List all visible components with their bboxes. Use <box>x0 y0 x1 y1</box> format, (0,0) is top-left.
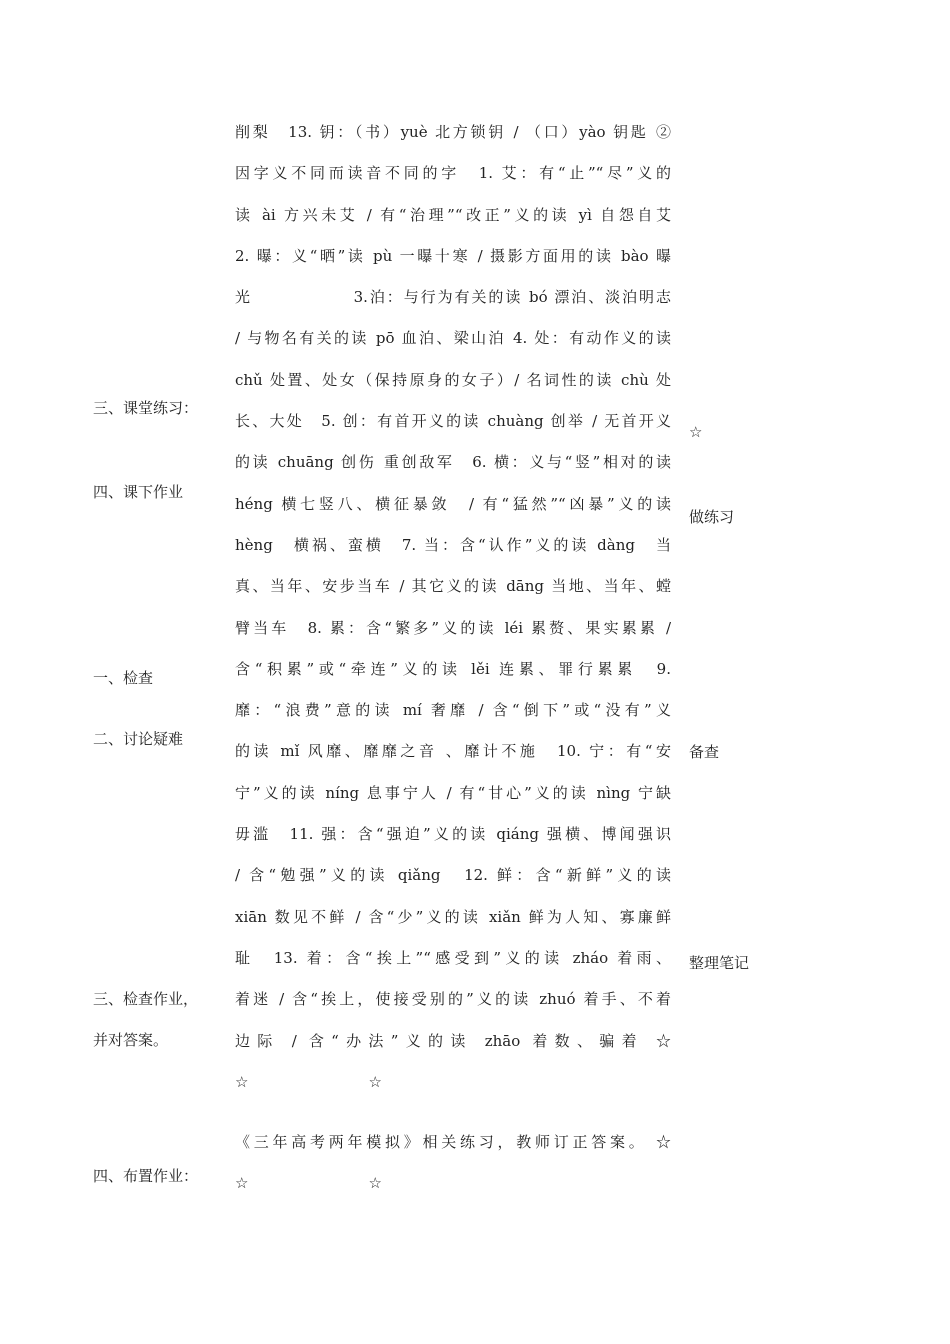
text-line: héng 横七竖八、横征暴敛 / 有“猛然”“凶暴”义的读 <box>235 494 671 513</box>
label-check-homework: 三、检查作业， <box>93 990 199 1008</box>
text-line: 因字义不同而读音不同的字 1. 艾：有“止”“尽”义的 <box>235 164 671 183</box>
text-line: chǔ 处置、处女（保持原身的女子）/ 名词性的读 chù 处 <box>235 370 671 389</box>
text-line: 耻 13. 着：含“挨上”“感受到”义的读 zháo 着雨、 <box>235 948 671 967</box>
note-organize-notes: 整理笔记 <box>689 954 750 972</box>
text-line: hèng 横祸、蛮横 7. 当：含“认作”义的读 dàng 当 <box>235 535 671 554</box>
text-line: 的读 chuāng 创伤 重创敌军 6. 横：义与“竖”相对的读 <box>235 453 671 472</box>
text-line: 削梨 13. 钥：（书）yuè 北方锁钥 / （口）yào 钥匙 ② <box>235 123 671 141</box>
text-line: 宁”义的读 níng 息事宁人 / 有“甘心”义的读 nìng 宁缺 <box>235 783 671 802</box>
text-line: ☆ ☆ <box>235 1174 382 1193</box>
text-line: 臂当车 8. 累：含“繁多”义的读 léi 累赘、果实累累 / <box>235 618 671 637</box>
text-line: 靡：“浪费”意的读 mí 奢靡 / 含“倒下”或“没有”义 <box>235 701 671 720</box>
label-classroom-practice: 三、课堂练习： <box>93 399 199 417</box>
text-line: / 含“勉强”义的读 qiǎng 12. 鲜：含“新鲜”义的读 <box>235 866 671 885</box>
text-line: 光 3.泊：与行为有关的读 bó 漂泊、淡泊明志 <box>235 288 671 307</box>
note-do-practice: 做练习 <box>689 508 735 526</box>
text-line: 《三年高考两年模拟》相关练习，教师订正答案。 ☆ <box>235 1133 671 1151</box>
note-prepare-check: 备查 <box>689 743 720 761</box>
text-line: ☆ ☆ <box>235 1072 382 1091</box>
label-discuss: 二、讨论疑难 <box>93 730 184 748</box>
label-check: 一、检查 <box>93 669 154 687</box>
text-line: 边际 / 含“办法”义的读 zhāo 着数、骗着 ☆ <box>235 1031 671 1050</box>
text-line: 2. 曝：义“晒”读 pù 一曝十寒 / 摄影方面用的读 bào 曝 <box>235 246 671 265</box>
star-icon: ☆ <box>689 423 703 441</box>
assignment-text <box>235 1128 671 1211</box>
text-line: 真、当年、安步当车 / 其它义的读 dāng 当地、当年、螳 <box>235 577 671 596</box>
label-check-answers: 并对答案。 <box>93 1031 169 1049</box>
text-line: 读 ài 方兴未艾 / 有“治理”“改正”义的读 yì 自怨自艾 <box>235 205 671 224</box>
label-assign-homework: 四、布置作业： <box>93 1167 199 1185</box>
label-homework-after-class: 四、课下作业 <box>93 483 184 501</box>
text-line: 毋滥 11. 强：含“强迫”义的读 qiáng 强横、博闻强识 <box>235 825 671 844</box>
text-line: 长、大处 5. 创：有首开义的读 chuàng 创举 / 无首开义 <box>235 412 671 431</box>
text-line: 的读 mǐ 风靡、靡靡之音 、靡计不施 10. 宁：有“安 <box>235 742 671 761</box>
main-text-column <box>235 118 671 1109</box>
text-line: 着迷 / 含“挨上，使接受别的”义的读 zhuó 着手、不着 <box>235 990 671 1009</box>
text-line: / 与物名有关的读 pō 血泊、梁山泊 4. 处：有动作义的读 <box>235 329 671 348</box>
text-line: 含“积累”或“牵连”义的读 lěi 连累、罪行累累 9. <box>235 659 671 678</box>
text-line: xiān 数见不鲜 / 含“少”义的读 xiǎn 鲜为人知、寡廉鲜 <box>235 907 671 926</box>
